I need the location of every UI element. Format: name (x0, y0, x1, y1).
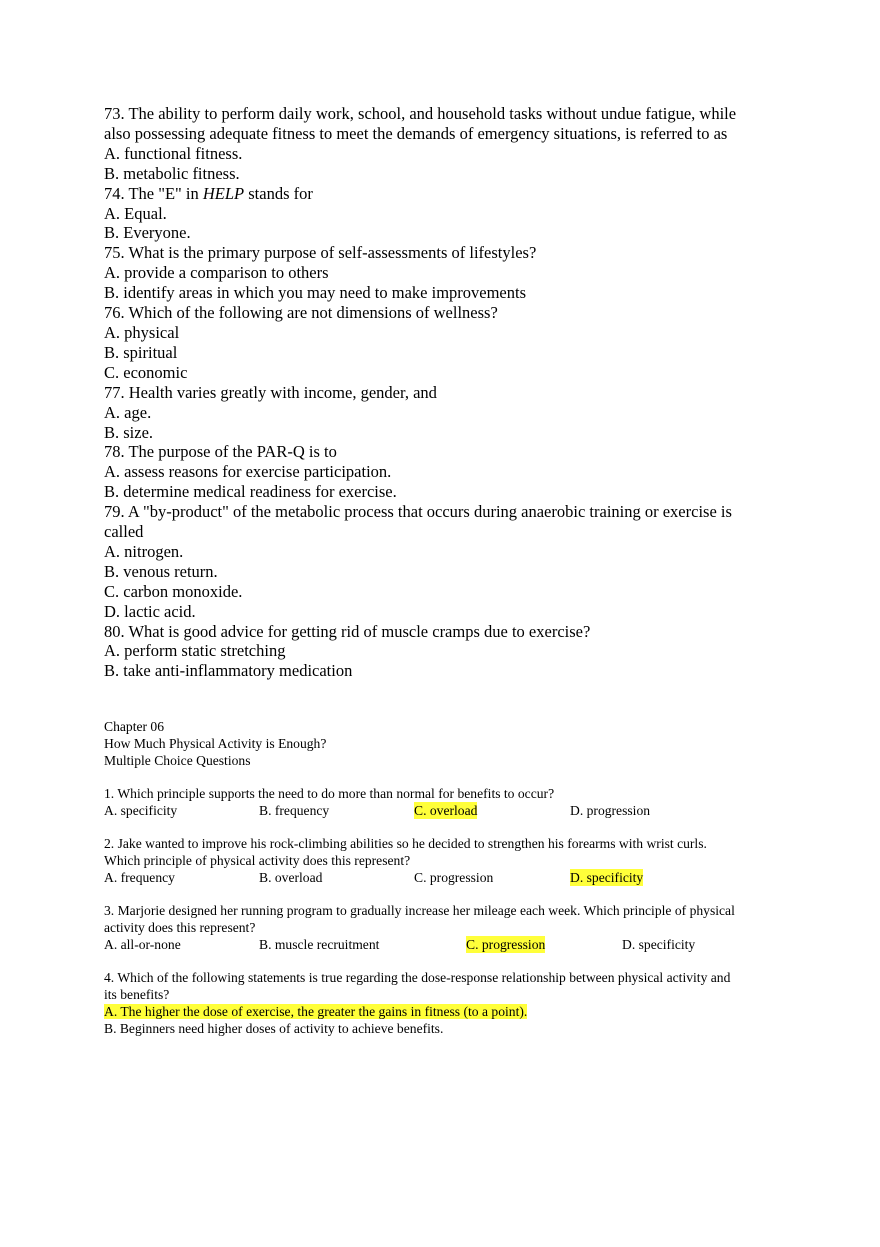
chapter-section (104, 718, 794, 1037)
chapter-question-1-option-b: B. frequency (259, 803, 330, 818)
question-78-option-b: B. determine medical readiness for exercise. (104, 482, 397, 502)
chapter-title: How Much Physical Activity is Enough? (104, 736, 327, 751)
chapter-question-4-line-2: its benefits? (104, 987, 170, 1002)
chapter-question-1-options (104, 802, 794, 819)
question-79-line-2: called (104, 522, 144, 542)
chapter-question-4-line-1: 4. Which of the following statements is true regarding the dose-response relationship between physical activity and (104, 970, 731, 985)
question-80-option-b: B. take anti-inflammatory medication (104, 661, 353, 681)
chapter-question-3-options (104, 936, 794, 953)
chapter-question-3-line-2: activity does this represent? (104, 920, 256, 935)
chapter-question-3-option-c-highlighted: C. progression (466, 937, 546, 952)
question-75-option-b: B. identify areas in which you may need to make improvements (104, 283, 527, 303)
chapter-question-2-line-1: 2. Jake wanted to improve his rock-climbing abilities so he decided to strengthen his forearms with wrist curls. (104, 836, 707, 851)
question-74-option-b: B. Everyone. (104, 223, 191, 243)
question-75: 75. What is the primary purpose of self-assessments of lifestyles? (104, 243, 537, 263)
question-79-option-b: B. venous return. (104, 561, 218, 581)
chapter-question-1: 1. Which principle supports the need to do more than normal for benefits to occur? (104, 786, 555, 801)
chapter-question-3-line-1: 3. Marjorie designed her running program to gradually increase her mileage each week. Which principle of physical (104, 903, 735, 918)
question-76-option-c: C. economic (104, 362, 188, 382)
chapter-question-4-option-a-row (104, 1003, 794, 1020)
chapter-question-1-option-d: D. progression (570, 803, 651, 818)
question-79-option-c: C. carbon monoxide. (104, 581, 243, 601)
chapter-question-2-option-c: C. progression (414, 870, 494, 885)
chapter-question-2-option-b: B. overload (259, 870, 323, 885)
chapter-question-2-line-2: Which principle of physical activity does this represent? (104, 853, 411, 868)
question-79-line-1: 79. A "by-product" of the metabolic process that occurs during anaerobic training or exercise is (104, 502, 732, 522)
question-77-option-a: A. age. (104, 402, 152, 422)
question-76: 76. Which of the following are not dimensions of wellness? (104, 303, 498, 323)
question-78: 78. The purpose of the PAR-Q is to (104, 442, 337, 462)
question-74-italic: HELP (202, 183, 245, 203)
chapter-question-3-option-b: B. muscle recruitment (259, 937, 380, 952)
question-74-option-a: A. Equal. (104, 203, 167, 223)
chapter-question-2-option-d-highlighted: D. specificity (570, 870, 644, 885)
chapter-question-2-options (104, 869, 794, 886)
question-74 (104, 184, 784, 204)
chapter-question-4-option-a-highlighted: A. The higher the dose of exercise, the greater the gains in fitness (to a point). (104, 1004, 528, 1019)
chapter-question-1-option-c-highlighted: C. overload (414, 803, 478, 818)
question-78-option-a: A. assess reasons for exercise participation. (104, 462, 392, 482)
question-80: 80. What is good advice for getting rid of muscle cramps due to exercise? (104, 621, 591, 641)
chapter-question-2-option-a: A. frequency (104, 870, 175, 885)
question-77: 77. Health varies greatly with income, gender, and (104, 382, 437, 402)
question-73-line-2: also possessing adequate fitness to meet the demands of emergency situations, is referred to as (104, 123, 728, 143)
review-questions (104, 104, 784, 681)
chapter-question-4-option-b: B. Beginners need higher doses of activity to achieve benefits. (104, 1021, 444, 1036)
question-76-option-b: B. spiritual (104, 342, 178, 362)
chapter-question-3-option-a: A. all-or-none (104, 937, 181, 952)
question-74-prefix: 74. The "E" in (104, 183, 203, 203)
question-73-option-b: B. metabolic fitness. (104, 163, 240, 183)
question-73-line-1: 73. The ability to perform daily work, school, and household tasks without undue fatigue, while (104, 104, 737, 123)
question-74-suffix: stands for (244, 183, 313, 203)
question-79-option-a: A. nitrogen. (104, 541, 184, 561)
chapter-question-1-option-a: A. specificity (104, 803, 178, 818)
chapter-question-3-option-d: D. specificity (622, 937, 696, 952)
question-79-option-d: D. lactic acid. (104, 601, 196, 621)
question-77-option-b: B. size. (104, 422, 154, 442)
question-75-option-a: A. provide a comparison to others (104, 263, 329, 283)
question-76-option-a: A. physical (104, 322, 180, 342)
question-80-option-a: A. perform static stretching (104, 641, 286, 661)
chapter-number: Chapter 06 (104, 719, 165, 734)
question-73-option-a: A. functional fitness. (104, 143, 243, 163)
chapter-section-heading: Multiple Choice Questions (104, 753, 251, 768)
